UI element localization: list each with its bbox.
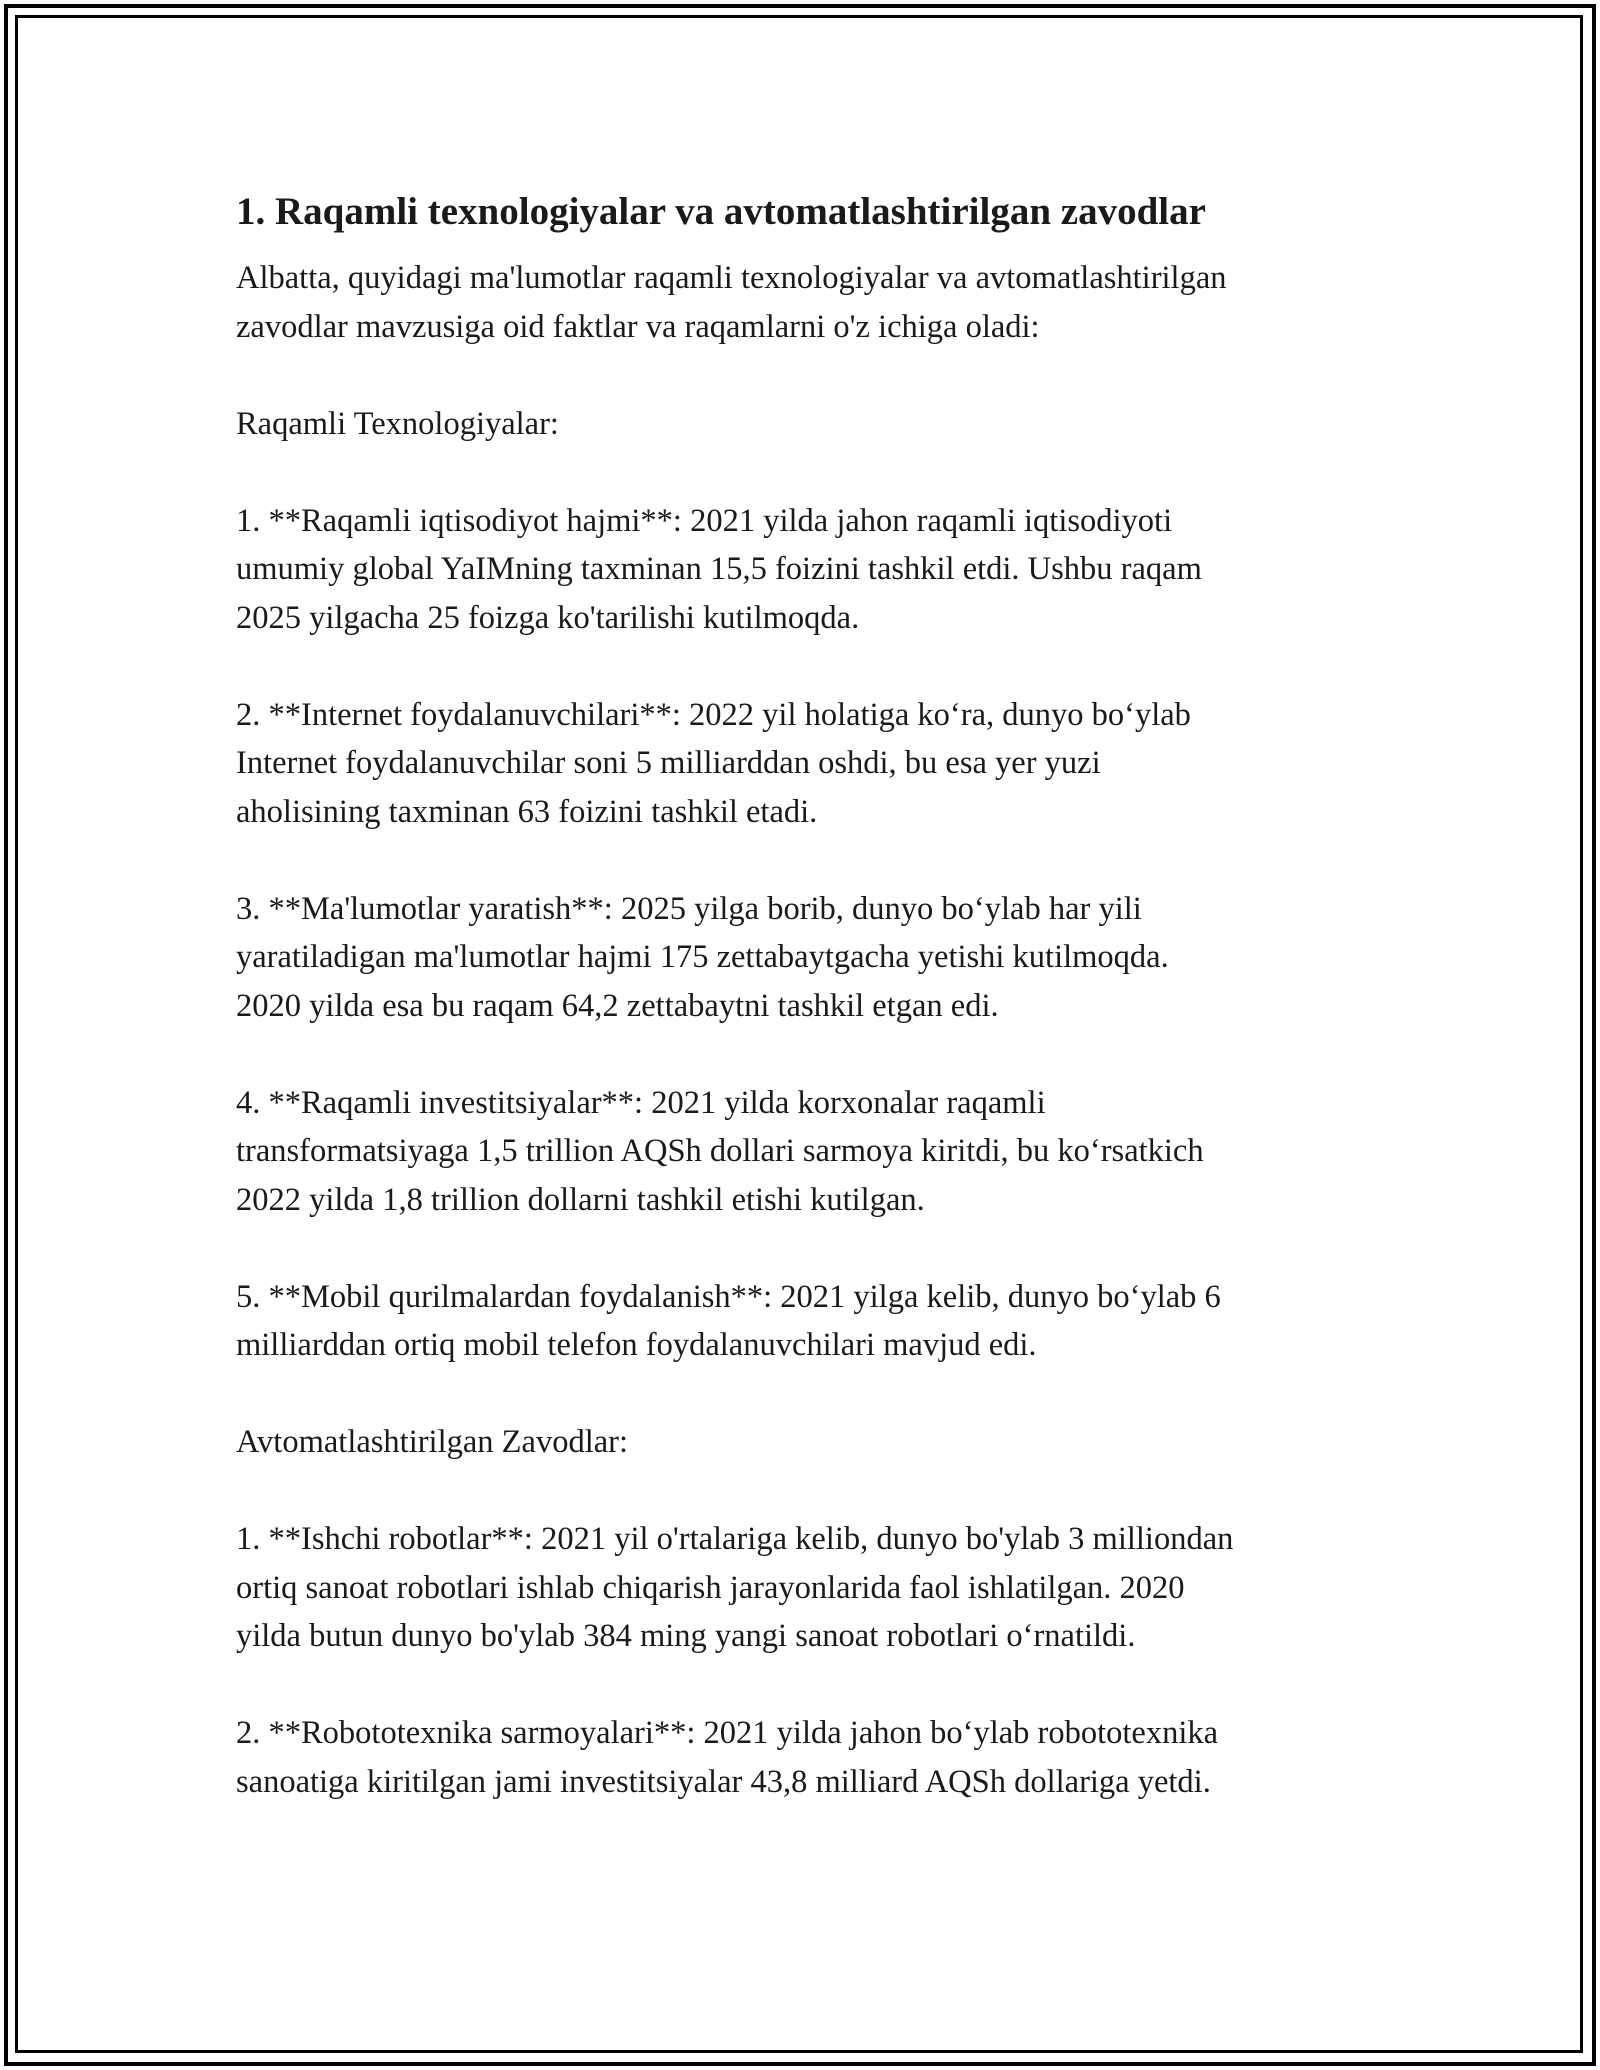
document-page <box>236 188 1416 1855</box>
section-heading-digital-technologies: Raqamli Texnologiyalar: <box>236 405 559 442</box>
list-item-digital-economy: 1. **Raqamli iqtisodiyot hajmi**: 2021 yilda jahon raqamli iqtisodiyoti umumiy global YaIMning taxminan 15,5 foizini tashkil etdi. Ushbu raqam 2025 yilgacha 25 foizga ko'tarilishi kutilmoqda. <box>236 502 1202 636</box>
list-item-internet-users: 2. **Internet foydalanuvchilari**: 2022 yil holatiga ko‘ra, dunyo bo‘ylab Internet foydalanuvchilar soni 5 milliarddan oshdi, bu esa yer yuzi aholisining taxminan 63 foizini tashkil etadi. <box>236 696 1191 830</box>
section-heading-automated-factories: Avtomatlashtirilgan Zavodlar: <box>236 1424 628 1460</box>
list-item-industrial-robots: 1. **Ishchi robotlar**: 2021 yil o'rtalariga kelib, dunyo bo'ylab 3 milliondan ortiq sanoat robotlari ishlab chiqarish jarayonlarida faol ishlatilgan. 2020 yilda butun dunyo bo'ylab 384 ming yangi sanoat robotlari o‘rnatildi. <box>236 1521 1234 1654</box>
intro-paragraph: Albatta, quyidagi ma'lumotlar raqamli texnologiyalar va avtomatlashtirilgan zavodlar mavzusiga oid faktlar va raqamlarni o'z ichiga oladi: <box>236 260 1227 345</box>
document-title: 1. Raqamli texnologiyalar va avtomatlashtirilgan zavodlar <box>236 190 1206 233</box>
list-item-data-creation: 3. **Ma'lumotlar yaratish**: 2025 yilga borib, dunyo bo‘ylab har yili yaratiladigan ma'lumotlar hajmi 175 zettabaytgacha yetishi kutilmoqda. 2020 yilda esa bu raqam 64,2 zettabaytni tashkil etgan edi. <box>236 890 1169 1024</box>
list-item-mobile-usage: 5. **Mobil qurilmalardan foydalanish**: 2021 yilga kelib, dunyo bo‘ylab 6 milliarddan ortiq mobil telefon foydalanuvchilari mavjud edi. <box>236 1278 1221 1363</box>
list-item-digital-investments: 4. **Raqamli investitsiyalar**: 2021 yilda korxonalar raqamli transformatsiyaga 1,5 trillion AQSh dollari sarmoya kiritdi, bu ko‘rsatkich 2022 yilda 1,8 trillion dollarni tashkil etishi kutilgan. <box>236 1084 1204 1218</box>
list-item-robotics-investments: 2. **Robototexnika sarmoyalari**: 2021 yilda jahon bo‘ylab robototexnika sanoatiga kiritilgan jami investitsiyalar 43,8 milliard AQSh dollariga yetdi. <box>236 1715 1219 1800</box>
